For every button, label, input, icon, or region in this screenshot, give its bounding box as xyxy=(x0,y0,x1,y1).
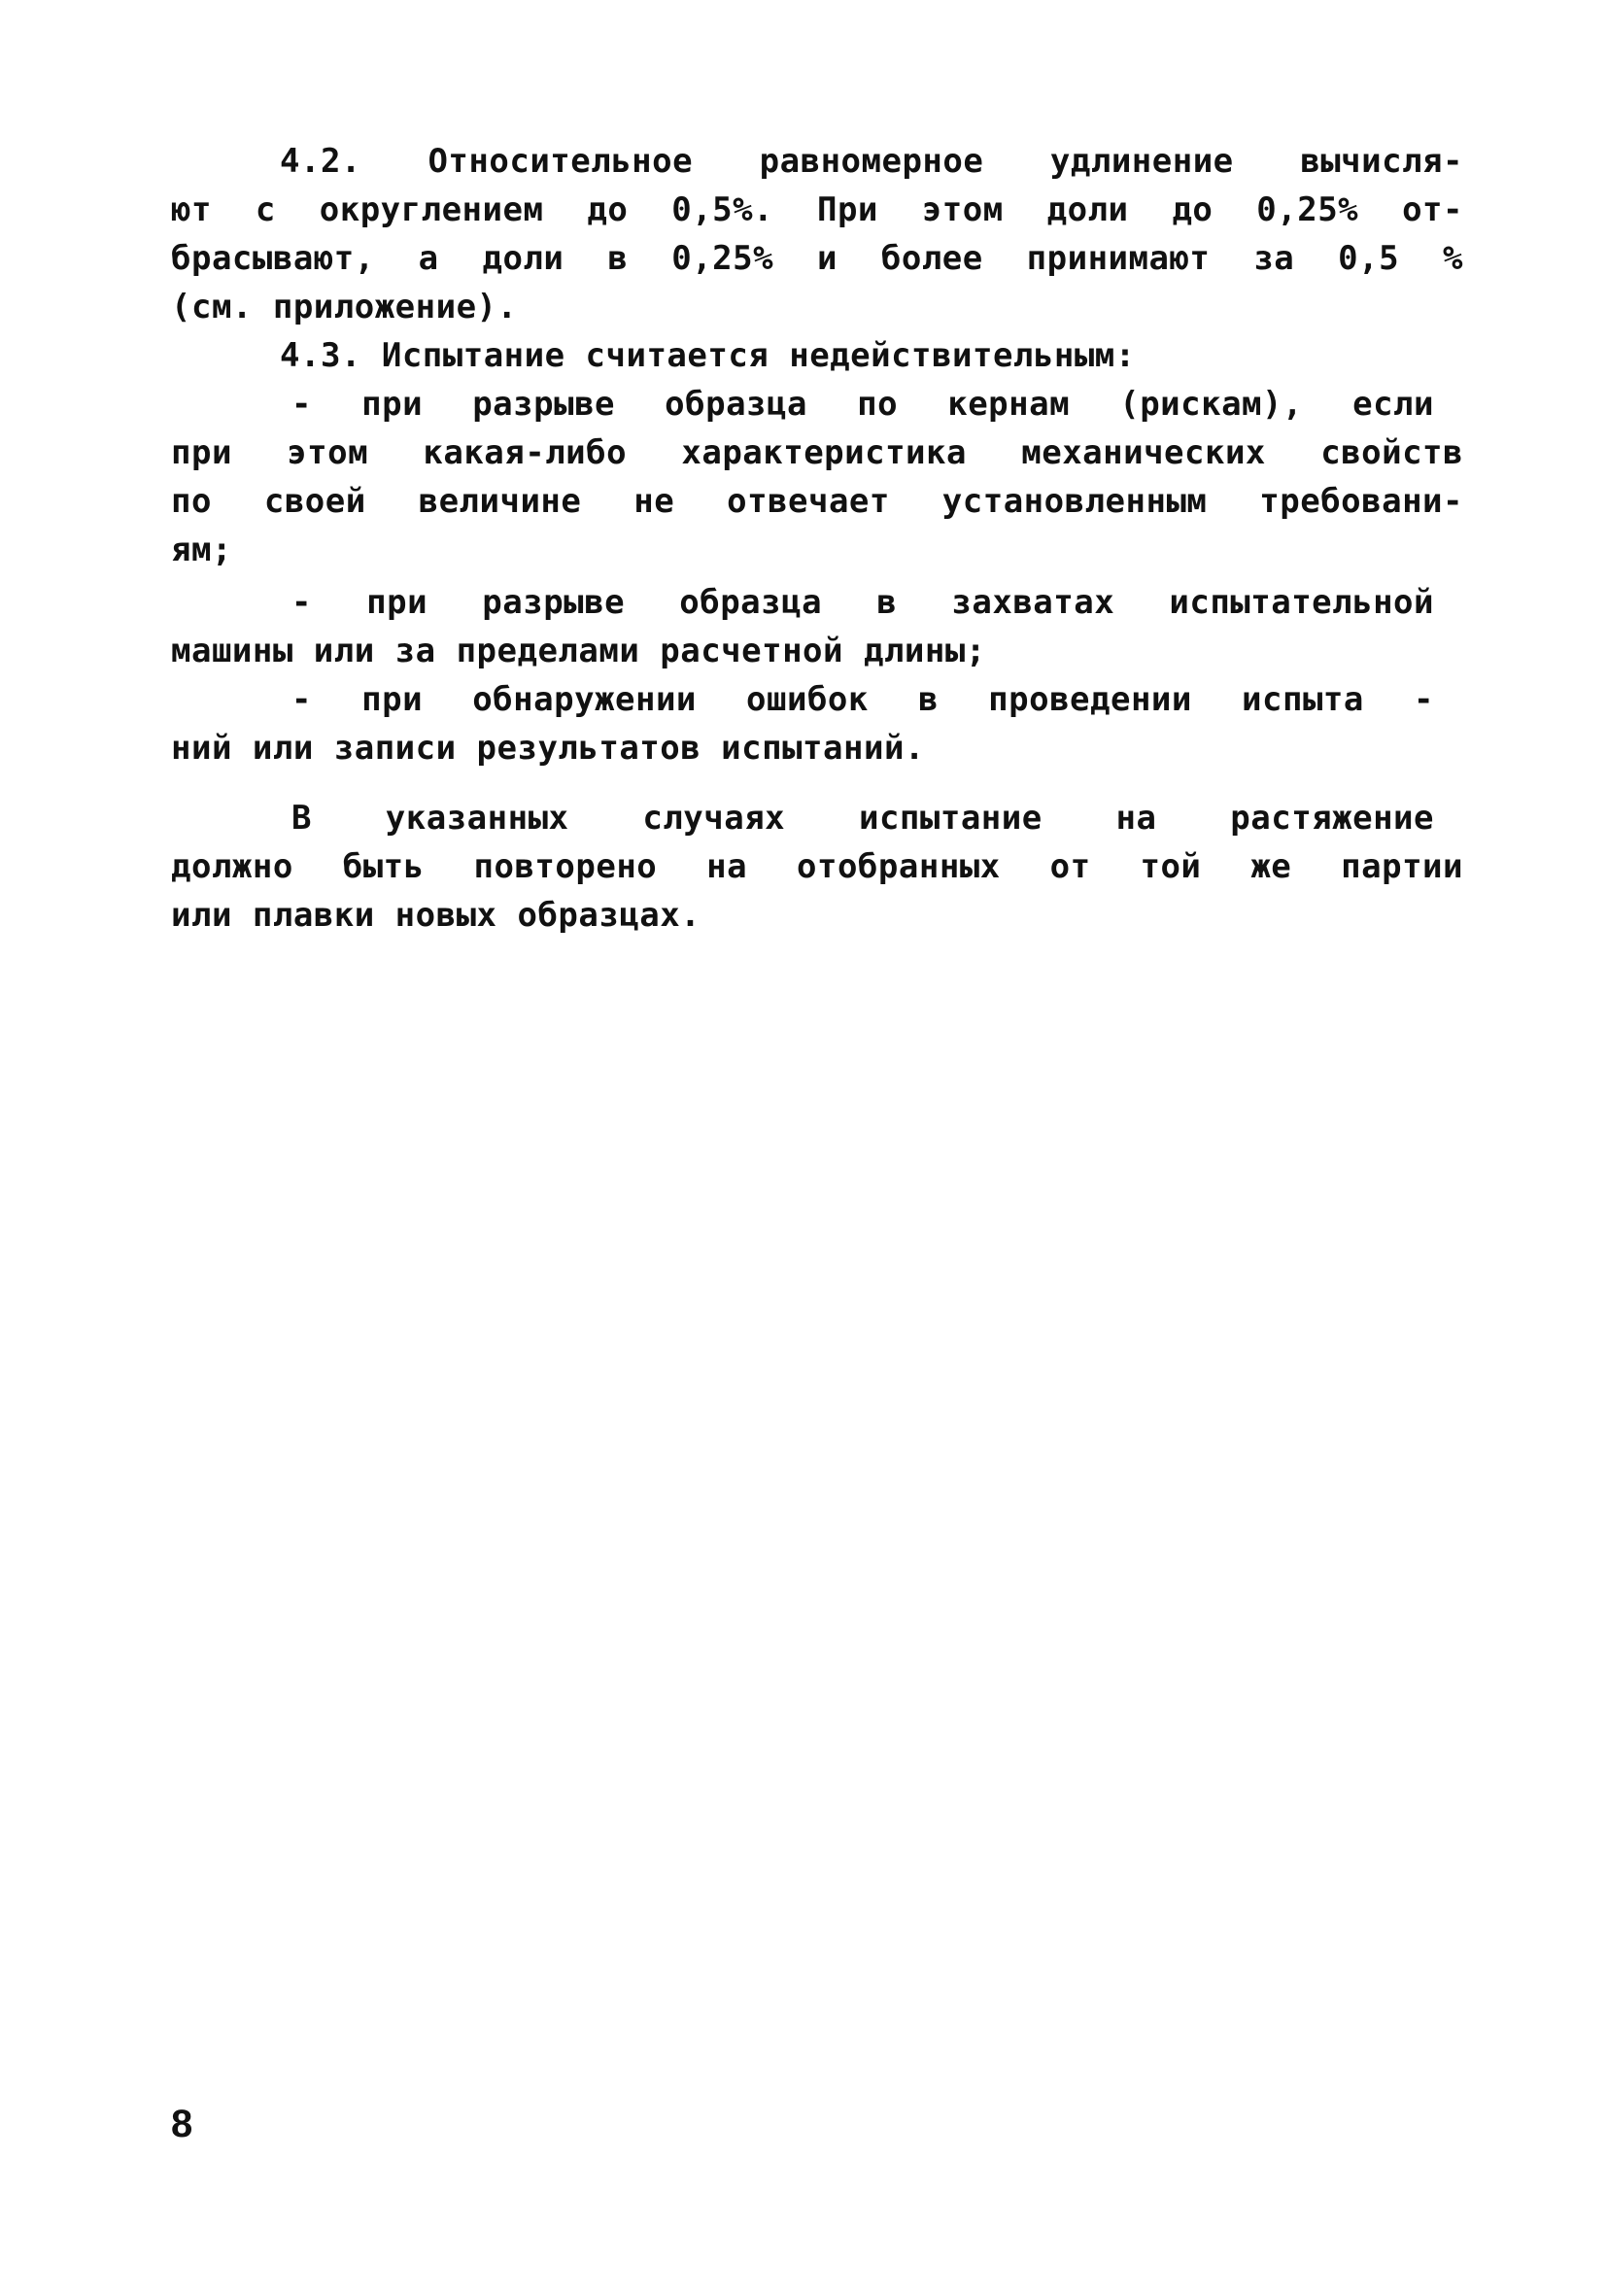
section-4-2-line-4: (см. приложение). xyxy=(171,288,518,326)
page-number: 8 xyxy=(171,2103,193,2145)
list-item-1-line-2: при этом какая-либо характеристика механических свойств xyxy=(171,433,1463,472)
list-item-1-line-3: по своей величине не отвечает установленным требовани- xyxy=(171,482,1463,521)
section-4-2-line-3: брасывают, а доли в 0,25% и более принимают за 0,5 % xyxy=(171,239,1463,278)
section-4-2-line-1: 4.2. Относительное равномерное удлинение вычисля- xyxy=(280,142,1463,181)
closing-line-1: В указанных случаях испытание на растяжение xyxy=(291,799,1434,838)
list-item-3-line-1: - при обнаружении ошибок в проведении испыта - xyxy=(291,680,1434,719)
list-item-1-line-4: ям; xyxy=(171,531,232,569)
section-4-2-line-2: ют с округлением до 0,5%. При этом доли до 0,25% от- xyxy=(171,190,1463,229)
list-item-3-line-2: ний или записи результатов испытаний. xyxy=(171,729,925,768)
list-item-2-line-2: машины или за пределами расчетной длины; xyxy=(171,632,986,670)
list-item-1-line-1: - при разрыве образца по кернам (рискам), если xyxy=(291,385,1434,424)
section-4-3-heading: 4.3. Испытание считается недействительным: xyxy=(280,336,1136,375)
list-item-2-line-1: - при разрыве образца в захватах испытательной xyxy=(291,583,1434,622)
closing-line-2: должно быть повторено на отобранных от той же партии xyxy=(171,847,1463,886)
closing-line-3: или плавки новых образцах. xyxy=(171,896,701,935)
